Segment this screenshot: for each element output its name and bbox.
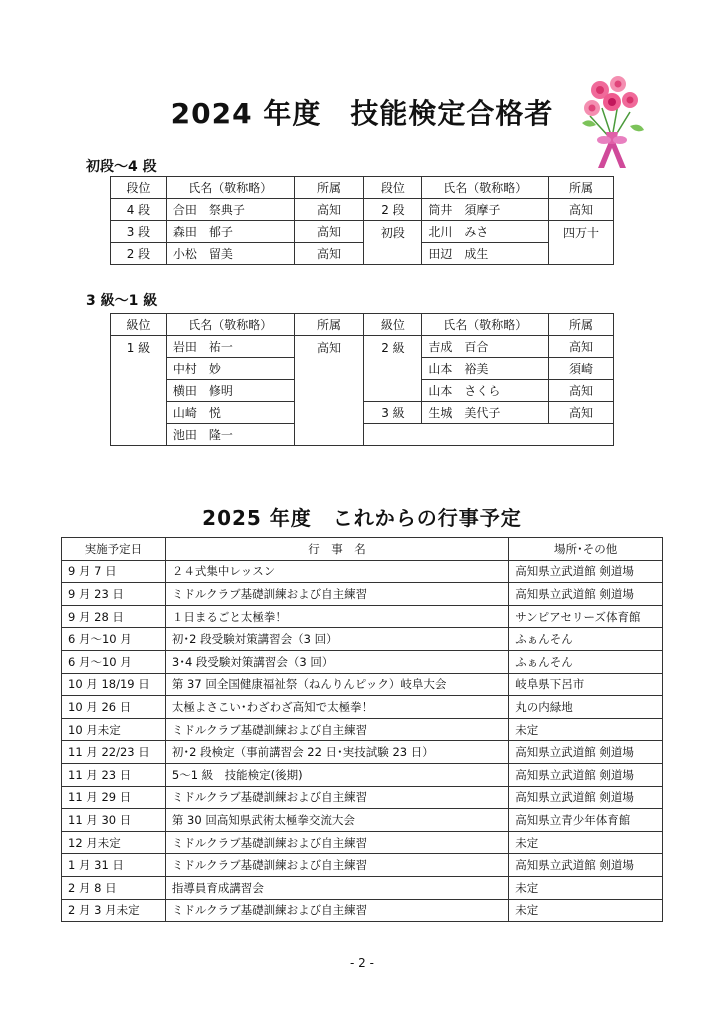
table-row (62, 763, 663, 786)
event-place-cell: サンピアセリーズ体育館 (509, 605, 663, 628)
event-name-cell: ミドルクラブ基礎訓練および自主練習 (165, 583, 508, 606)
name-cell: 田辺 成生 (422, 243, 549, 265)
table-header-row (62, 538, 663, 561)
event-name-cell: 第 30 回高知県武術太極拳交流大会 (165, 809, 508, 832)
affiliation-cell: 高知 (549, 402, 614, 424)
table-row (62, 696, 663, 719)
event-name-cell: 5～1 級 技能検定(後期) (165, 763, 508, 786)
event-place-cell: 高知県立武道館 剣道場 (509, 741, 663, 764)
name-cell: 生城 美代子 (422, 402, 549, 424)
event-place-cell: 岐阜県下呂市 (509, 673, 663, 696)
header-rank: 級位 (111, 314, 167, 336)
table-row (111, 243, 614, 265)
name-cell: 横田 修明 (166, 380, 294, 402)
events-table (61, 537, 663, 922)
table-row (62, 786, 663, 809)
header-rank: 段位 (111, 177, 167, 199)
header-affiliation: 所属 (294, 314, 364, 336)
table-row (62, 876, 663, 899)
table-row (62, 650, 663, 673)
dan-results-table (110, 176, 614, 265)
table-row (62, 809, 663, 832)
header-place: 場所･その他 (509, 538, 663, 561)
event-place-cell: ふぁんそん (509, 650, 663, 673)
event-date-cell: 11 月 23 日 (62, 763, 166, 786)
event-date-cell: 9 月 28 日 (62, 605, 166, 628)
affiliation-cell: 高知 (549, 199, 614, 221)
table-row (62, 741, 663, 764)
table-row (62, 673, 663, 696)
event-name-cell: 太極よさこい･わざわざ高知で太極拳！ (165, 696, 508, 719)
affiliation-cell: 高知 (294, 221, 364, 243)
name-cell: 小松 留美 (166, 243, 294, 265)
event-place-cell: 高知県立武道館 剣道場 (509, 854, 663, 877)
event-place-cell: 未定 (509, 876, 663, 899)
event-place-cell: 高知県立武道館 剣道場 (509, 560, 663, 583)
event-date-cell: 11 月 30 日 (62, 809, 166, 832)
name-cell: 中村 妙 (166, 358, 294, 380)
header-name: 氏名（敬称略） (422, 177, 549, 199)
rank-cell: 2 段 (364, 199, 422, 221)
event-date-cell: 10 月 18/19 日 (62, 673, 166, 696)
header-name: 氏名（敬称略） (166, 314, 294, 336)
event-name-cell: １日まるごと太極拳！ (165, 605, 508, 628)
event-place-cell: 高知県立武道館 剣道場 (509, 763, 663, 786)
affiliation-cell: 須崎 (549, 358, 614, 380)
kyu-section-heading: 3 級～1 級 (86, 293, 158, 309)
dan-section-heading: 初段～4 段 (86, 159, 157, 175)
rank-cell: 2 段 (111, 243, 167, 265)
name-cell: 北川 みさ (422, 221, 549, 243)
affiliation-cell: 高知 (549, 380, 614, 402)
table-header-row (111, 314, 614, 336)
rank-cell: 3 級 (364, 402, 422, 424)
event-name-cell: ミドルクラブ基礎訓練および自主練習 (165, 854, 508, 877)
flower-bouquet-icon (572, 68, 650, 170)
name-cell: 筒井 須摩子 (422, 199, 549, 221)
event-name-cell: 初･2 段検定（事前講習会 22 日･実技試験 23 日） (165, 741, 508, 764)
event-place-cell: 高知県立武道館 剣道場 (509, 583, 663, 606)
event-name-cell: ２４式集中レッスン (165, 560, 508, 583)
event-name-cell: 指導員育成講習会 (165, 876, 508, 899)
event-date-cell: 6 月～10 月 (62, 628, 166, 651)
event-date-cell: 9 月 23 日 (62, 583, 166, 606)
event-date-cell: 2 月 8 日 (62, 876, 166, 899)
kyu-results-table (110, 313, 614, 446)
table-row (111, 336, 614, 358)
header-affiliation: 所属 (549, 314, 614, 336)
event-place-cell: 未定 (509, 899, 663, 922)
event-date-cell: 10 月未定 (62, 718, 166, 741)
rank-cell: 3 段 (111, 221, 167, 243)
name-cell: 山本 さくら (422, 380, 549, 402)
table-row (62, 583, 663, 606)
header-date: 実施予定日 (62, 538, 166, 561)
name-cell: 池田 隆一 (166, 424, 294, 446)
event-date-cell: 9 月 7 日 (62, 560, 166, 583)
table-row (62, 899, 663, 922)
event-date-cell: 6 月～10 月 (62, 650, 166, 673)
table-row (62, 854, 663, 877)
affiliation-cell: 四万十 (549, 221, 614, 265)
name-cell: 森田 郁子 (166, 221, 294, 243)
table-header-row (111, 177, 614, 199)
event-place-cell: 丸の内緑地 (509, 696, 663, 719)
affiliation-cell: 高知 (294, 199, 364, 221)
event-date-cell: 1 月 31 日 (62, 854, 166, 877)
event-place-cell: 未定 (509, 831, 663, 854)
header-event-name: 行 事 名 (165, 538, 508, 561)
rank-cell: 2 級 (364, 336, 422, 402)
affiliation-cell: 高知 (294, 336, 364, 446)
header-rank: 段位 (364, 177, 422, 199)
header-affiliation: 所属 (549, 177, 614, 199)
event-name-cell: ミドルクラブ基礎訓練および自主練習 (165, 899, 508, 922)
page-title: 2024 年度 技能検定合格者 (170, 97, 554, 130)
affiliation-cell: 高知 (294, 243, 364, 265)
header-name: 氏名（敬称略） (422, 314, 549, 336)
event-name-cell: ミドルクラブ基礎訓練および自主練習 (165, 786, 508, 809)
event-name-cell: 初･2 段受験対策講習会（3 回） (165, 628, 508, 651)
event-name-cell: ミドルクラブ基礎訓練および自主練習 (165, 718, 508, 741)
event-place-cell: 高知県立青少年体育館 (509, 809, 663, 832)
table-row (62, 605, 663, 628)
header-affiliation: 所属 (294, 177, 364, 199)
table-row (62, 718, 663, 741)
event-date-cell: 10 月 26 日 (62, 696, 166, 719)
affiliation-cell: 高知 (549, 336, 614, 358)
events-title: 2025 年度 これからの行事予定 (202, 506, 522, 530)
rank-cell: 1 級 (111, 336, 167, 446)
table-row (62, 831, 663, 854)
event-name-cell: 3･4 段受験対策講習会（3 回） (165, 650, 508, 673)
event-place-cell: 未定 (509, 718, 663, 741)
rank-cell: 初段 (364, 221, 422, 265)
name-cell: 山崎 悦 (166, 402, 294, 424)
event-date-cell: 2 月 3 月未定 (62, 899, 166, 922)
table-row (111, 221, 614, 243)
event-date-cell: 12 月未定 (62, 831, 166, 854)
name-cell: 吉成 百合 (422, 336, 549, 358)
name-cell: 岩田 祐一 (166, 336, 294, 358)
event-name-cell: ミドルクラブ基礎訓練および自主練習 (165, 831, 508, 854)
event-name-cell: 第 37 回全国健康福祉祭（ねんりんピック）岐阜大会 (165, 673, 508, 696)
name-cell: 合田 祭典子 (166, 199, 294, 221)
event-date-cell: 11 月 29 日 (62, 786, 166, 809)
page-number: - 2 - (350, 956, 374, 970)
rank-cell: 4 段 (111, 199, 167, 221)
header-name: 氏名（敬称略） (166, 177, 294, 199)
header-rank: 級位 (364, 314, 422, 336)
name-cell: 山本 裕美 (422, 358, 549, 380)
table-row (111, 199, 614, 221)
event-place-cell: 高知県立武道館 剣道場 (509, 786, 663, 809)
event-place-cell: ふぁんそん (509, 628, 663, 651)
empty-cell (364, 424, 614, 446)
table-row (62, 560, 663, 583)
event-date-cell: 11 月 22/23 日 (62, 741, 166, 764)
table-row (62, 628, 663, 651)
